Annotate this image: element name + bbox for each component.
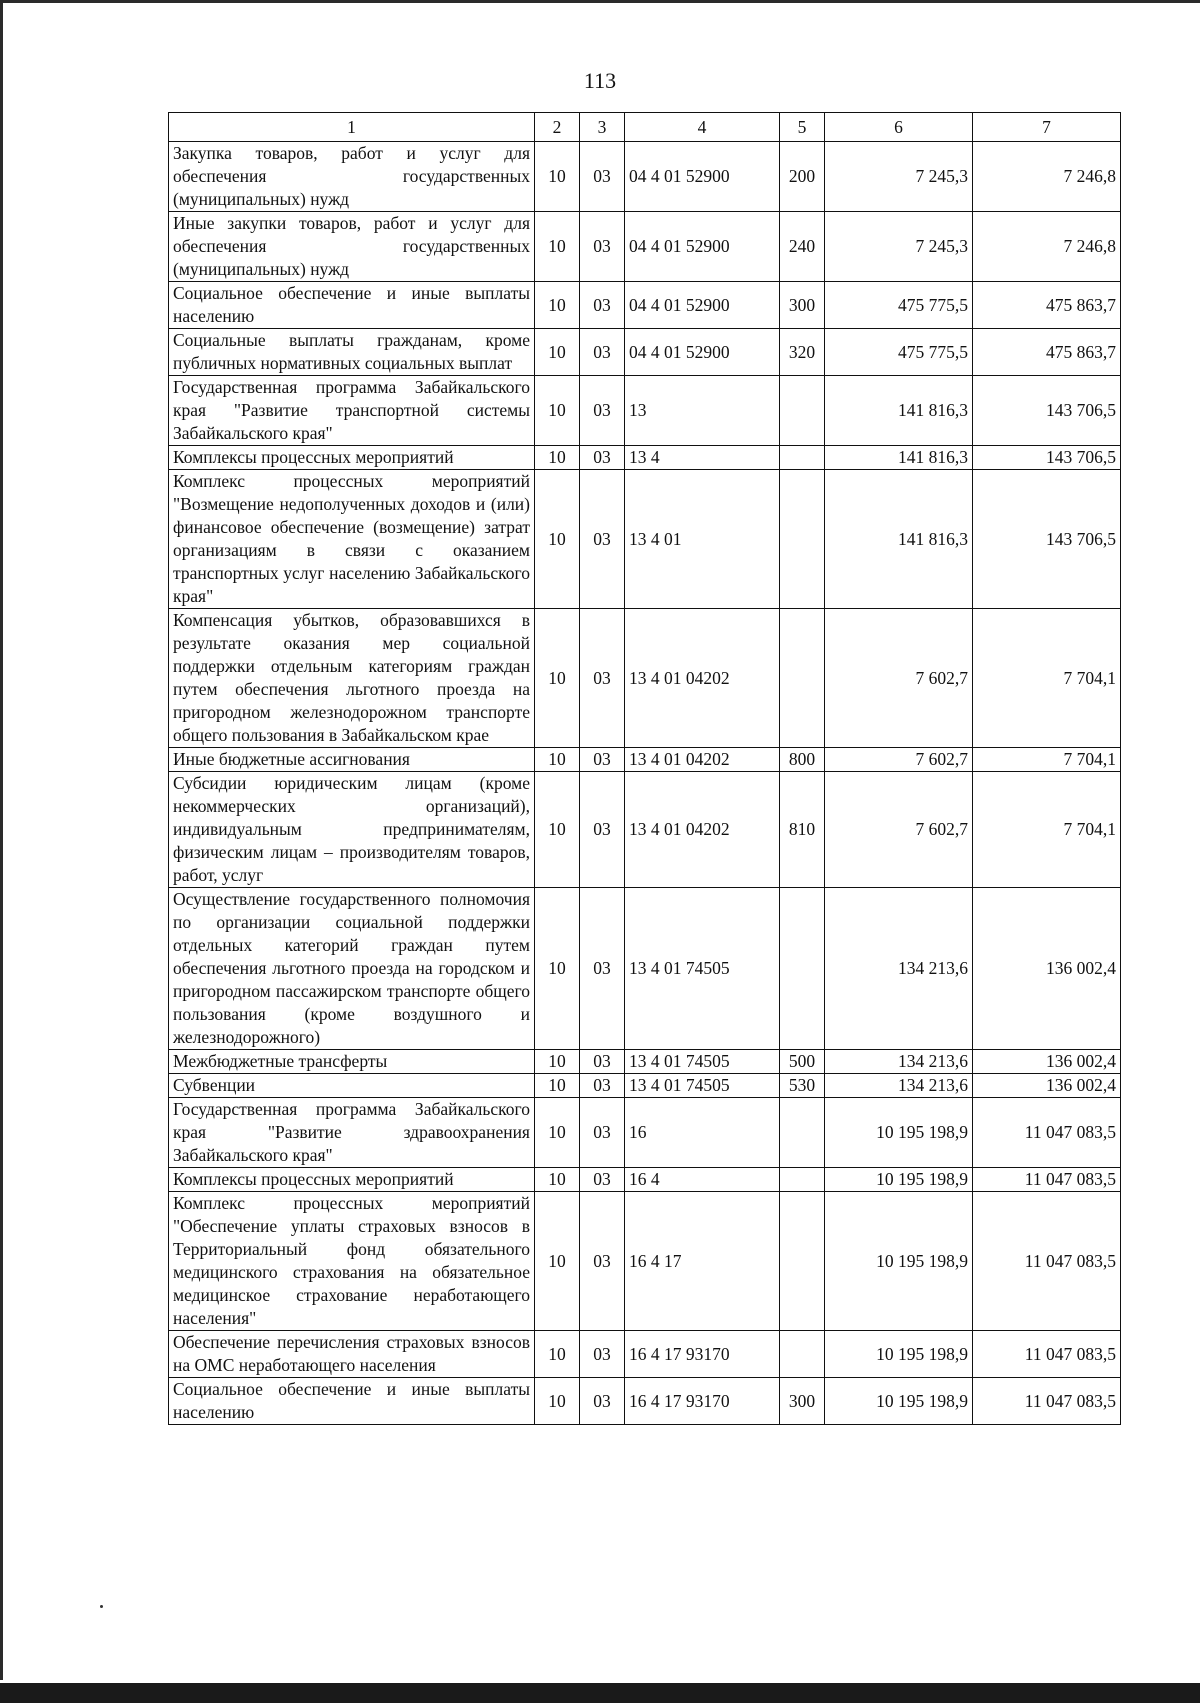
amount-year2-cell: 475 863,7 [973,282,1121,329]
amount-year1-cell: 134 213,6 [825,1050,973,1074]
section-cell: 10 [535,446,580,470]
subsection-cell: 03 [580,888,625,1050]
table-row [169,1098,1121,1168]
subsection-cell: 03 [580,142,625,212]
amount-year2-cell: 7 246,8 [973,212,1121,282]
subsection-cell: 03 [580,329,625,376]
target-article-cell: 13 4 01 04202 [625,772,780,888]
target-article-cell: 13 4 01 04202 [625,748,780,772]
table-header-row [169,113,1121,142]
section-cell: 10 [535,609,580,748]
table-row [169,772,1121,888]
amount-year1-cell: 475 775,5 [825,282,973,329]
amount-year2-cell: 475 863,7 [973,329,1121,376]
subsection-cell: 03 [580,446,625,470]
subsection-cell: 03 [580,748,625,772]
item-name-cell: Комплексы процессных мероприятий [169,446,535,470]
expense-type-cell: 530 [780,1074,825,1098]
table-row [169,1331,1121,1378]
target-article-cell: 04 4 01 52900 [625,282,780,329]
subsection-cell: 03 [580,772,625,888]
header-col-1: 1 [169,113,535,142]
target-article-cell: 13 4 01 [625,470,780,609]
amount-year1-cell: 7 602,7 [825,748,973,772]
table-row [169,142,1121,212]
header-col-5: 5 [780,113,825,142]
expense-type-cell: 320 [780,329,825,376]
item-name-cell: Государственная программа Забайкальского края "Развитие транспортной системы Забайкальского края" [169,376,535,446]
table-row [169,748,1121,772]
amount-year2-cell: 136 002,4 [973,1050,1121,1074]
amount-year2-cell: 11 047 083,5 [973,1331,1121,1378]
expense-type-cell [780,470,825,609]
target-article-cell: 13 4 [625,446,780,470]
target-article-cell: 04 4 01 52900 [625,142,780,212]
subsection-cell: 03 [580,282,625,329]
amount-year2-cell: 7 704,1 [973,609,1121,748]
target-article-cell: 13 4 01 74505 [625,1074,780,1098]
item-name-cell: Социальное обеспечение и иные выплаты населению [169,1378,535,1425]
expense-type-cell [780,1331,825,1378]
subsection-cell: 03 [580,1050,625,1074]
section-cell: 10 [535,1098,580,1168]
amount-year1-cell: 10 195 198,9 [825,1192,973,1331]
expense-type-cell [780,609,825,748]
subsection-cell: 03 [580,212,625,282]
subsection-cell: 03 [580,609,625,748]
subsection-cell: 03 [580,1378,625,1425]
section-cell: 10 [535,376,580,446]
amount-year1-cell: 141 816,3 [825,446,973,470]
subsection-cell: 03 [580,1192,625,1331]
table-row [169,470,1121,609]
amount-year2-cell: 143 706,5 [973,446,1121,470]
table-row [169,609,1121,748]
target-article-cell: 16 4 17 93170 [625,1331,780,1378]
table-row [169,446,1121,470]
item-name-cell: Государственная программа Забайкальского края "Развитие здравоохранения Забайкальского края" [169,1098,535,1168]
section-cell: 10 [535,1050,580,1074]
item-name-cell: Межбюджетные трансферты [169,1050,535,1074]
expense-type-cell [780,446,825,470]
item-name-cell: Обеспечение перечисления страховых взносов на ОМС неработающего населения [169,1331,535,1378]
amount-year2-cell: 7 704,1 [973,748,1121,772]
amount-year2-cell: 11 047 083,5 [973,1098,1121,1168]
table-row [169,888,1121,1050]
subsection-cell: 03 [580,376,625,446]
item-name-cell: Комплекс процессных мероприятий "Возмещение недополученных доходов и (или) финансовое обеспечение (возмещение) затрат организациям в связи с оказанием транспортных услуг населению Забайкальского края" [169,470,535,609]
expense-type-cell [780,1168,825,1192]
amount-year1-cell: 10 195 198,9 [825,1168,973,1192]
subsection-cell: 03 [580,1168,625,1192]
table-row [169,329,1121,376]
amount-year1-cell: 7 602,7 [825,609,973,748]
amount-year2-cell: 143 706,5 [973,376,1121,446]
amount-year1-cell: 141 816,3 [825,470,973,609]
scan-border-top [0,0,1200,3]
section-cell: 10 [535,1378,580,1425]
expense-type-cell [780,888,825,1050]
amount-year2-cell: 11 047 083,5 [973,1378,1121,1425]
table-row [169,376,1121,446]
subsection-cell: 03 [580,1074,625,1098]
item-name-cell: Социальное обеспечение и иные выплаты населению [169,282,535,329]
table-row [169,1192,1121,1331]
table-row [169,1074,1121,1098]
amount-year1-cell: 7 245,3 [825,212,973,282]
table-body [169,142,1121,1425]
expense-type-cell: 300 [780,1378,825,1425]
section-cell: 10 [535,888,580,1050]
subsection-cell: 03 [580,470,625,609]
section-cell: 10 [535,1074,580,1098]
amount-year2-cell: 11 047 083,5 [973,1168,1121,1192]
expense-type-cell: 800 [780,748,825,772]
scan-border-left [0,0,3,1680]
subsection-cell: 03 [580,1331,625,1378]
scan-speck [100,1605,103,1608]
section-cell: 10 [535,212,580,282]
amount-year2-cell: 143 706,5 [973,470,1121,609]
amount-year2-cell: 136 002,4 [973,888,1121,1050]
table-row [169,1378,1121,1425]
table-row [169,282,1121,329]
target-article-cell: 13 4 01 74505 [625,888,780,1050]
header-col-6: 6 [825,113,973,142]
section-cell: 10 [535,329,580,376]
item-name-cell: Комплекс процессных мероприятий "Обеспечение уплаты страховых взносов в Территориальный фонд обязательного медицинского страхования на обязательное медицинское страхование неработающего населения" [169,1192,535,1331]
table-row [169,1050,1121,1074]
expense-type-cell [780,376,825,446]
expense-type-cell [780,1192,825,1331]
section-cell: 10 [535,470,580,609]
amount-year1-cell: 7 602,7 [825,772,973,888]
header-col-2: 2 [535,113,580,142]
target-article-cell: 04 4 01 52900 [625,329,780,376]
expense-type-cell: 240 [780,212,825,282]
section-cell: 10 [535,282,580,329]
amount-year1-cell: 475 775,5 [825,329,973,376]
target-article-cell: 16 [625,1098,780,1168]
expense-type-cell: 300 [780,282,825,329]
header-col-7: 7 [973,113,1121,142]
item-name-cell: Социальные выплаты гражданам, кроме публичных нормативных социальных выплат [169,329,535,376]
target-article-cell: 13 4 01 74505 [625,1050,780,1074]
budget-table [168,112,1121,1425]
item-name-cell: Субсидии юридическим лицам (кроме некоммерческих организаций), индивидуальным предпринимателям, физическим лицам – производителям товаров, работ, услуг [169,772,535,888]
section-cell: 10 [535,772,580,888]
amount-year2-cell: 7 246,8 [973,142,1121,212]
amount-year1-cell: 134 213,6 [825,1074,973,1098]
section-cell: 10 [535,1192,580,1331]
item-name-cell: Закупка товаров, работ и услуг для обеспечения государственных (муниципальных) нужд [169,142,535,212]
item-name-cell: Осуществление государственного полномочия по организации социальной поддержки отдельных категорий граждан путем обеспечения льготного проезда на городском и пригородном пассажирском транспорте общего пользования (кроме воздушного и железнодорожного) [169,888,535,1050]
amount-year1-cell: 10 195 198,9 [825,1331,973,1378]
page-number: 113 [583,68,617,93]
section-cell: 10 [535,142,580,212]
item-name-cell: Иные бюджетные ассигнования [169,748,535,772]
target-article-cell: 16 4 17 93170 [625,1378,780,1425]
header-col-4: 4 [625,113,780,142]
target-article-cell: 13 4 01 04202 [625,609,780,748]
table-row [169,212,1121,282]
expense-type-cell [780,1098,825,1168]
section-cell: 10 [535,1168,580,1192]
expense-type-cell: 810 [780,772,825,888]
item-name-cell: Компенсация убытков, образовавшихся в результате оказания мер социальной поддержки отдельным категориям граждан путем обеспечения льготного проезда на пригородном железнодорожном транспорте общего пользования в Забайкальском крае [169,609,535,748]
item-name-cell: Комплексы процессных мероприятий [169,1168,535,1192]
target-article-cell: 16 4 17 [625,1192,780,1331]
section-cell: 10 [535,748,580,772]
amount-year2-cell: 11 047 083,5 [973,1192,1121,1331]
subsection-cell: 03 [580,1098,625,1168]
amount-year1-cell: 10 195 198,9 [825,1098,973,1168]
amount-year2-cell: 136 002,4 [973,1074,1121,1098]
amount-year1-cell: 141 816,3 [825,376,973,446]
amount-year1-cell: 134 213,6 [825,888,973,1050]
expense-type-cell: 500 [780,1050,825,1074]
table-row [169,1168,1121,1192]
amount-year2-cell: 7 704,1 [973,772,1121,888]
item-name-cell: Иные закупки товаров, работ и услуг для обеспечения государственных (муниципальных) нужд [169,212,535,282]
target-article-cell: 04 4 01 52900 [625,212,780,282]
expense-type-cell: 200 [780,142,825,212]
amount-year1-cell: 7 245,3 [825,142,973,212]
item-name-cell: Субвенции [169,1074,535,1098]
target-article-cell: 16 4 [625,1168,780,1192]
amount-year1-cell: 10 195 198,9 [825,1378,973,1425]
section-cell: 10 [535,1331,580,1378]
header-col-3: 3 [580,113,625,142]
scan-border-bottom [0,1683,1200,1703]
target-article-cell: 13 [625,376,780,446]
